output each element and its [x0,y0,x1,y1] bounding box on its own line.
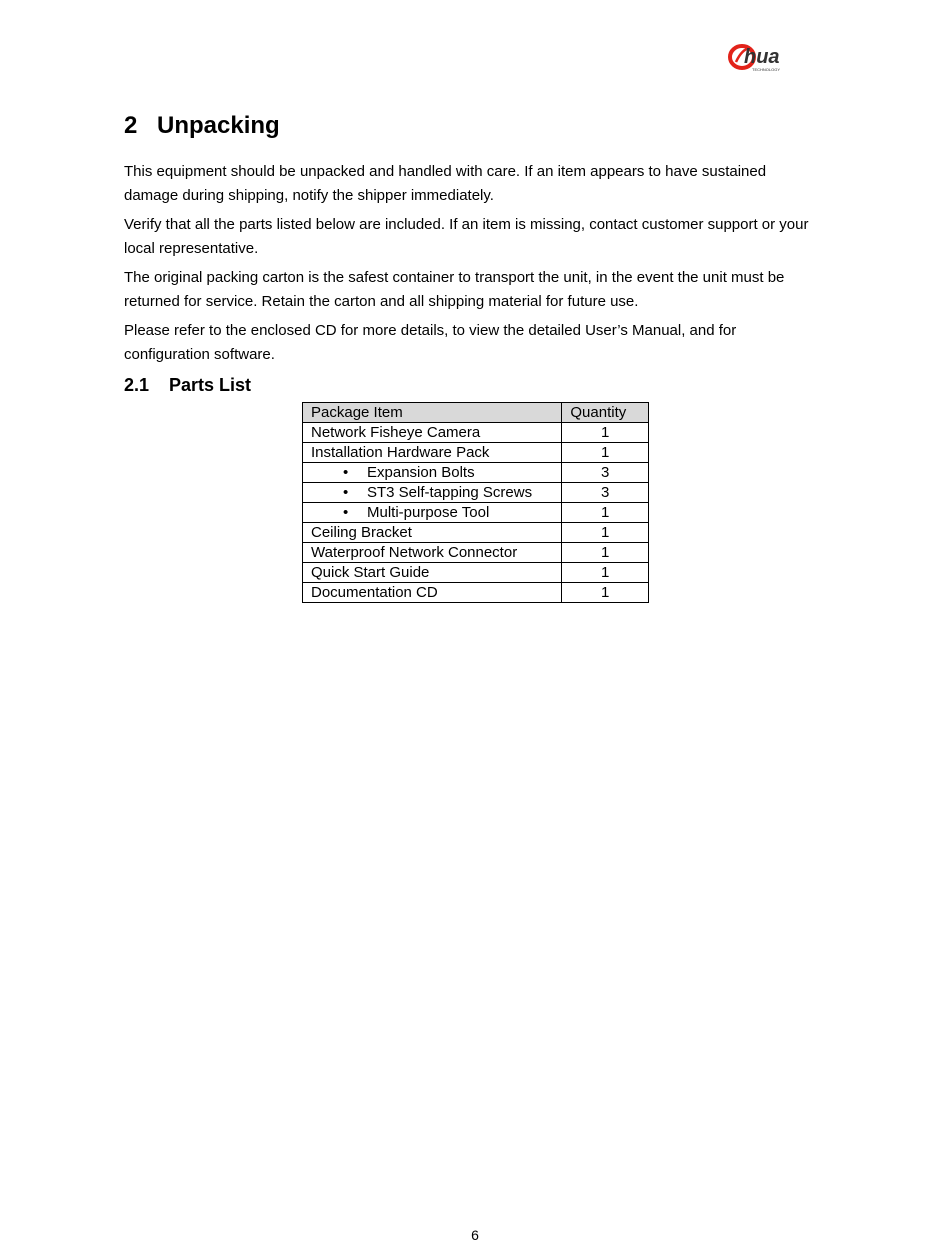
section-title-text: Parts List [169,375,252,395]
table-row [303,503,649,523]
item-label: ST3 Self-tapping Screws [367,484,533,501]
quantity-cell: 1 [562,583,649,603]
bullet-icon: • [343,464,349,481]
item-cell: Documentation CD [303,583,562,603]
section-title [124,373,251,397]
quantity-cell: 1 [562,543,649,563]
svg-text:hua: hua [744,46,780,68]
item-cell: Quick Start Guide [303,563,562,583]
svg-text:TECHNOLOGY: TECHNOLOGY [752,67,781,72]
item-cell: Network Fisheye Camera [303,423,562,443]
page-number: 6 [471,1227,479,1243]
paragraph-cd: Please refer to the enclosed CD for more details, to view the detailed User’s Manual, and for configuration software. [124,322,737,363]
item-cell [303,503,562,523]
section-number: 2.1 [124,375,150,395]
item-cell: Installation Hardware Pack [303,443,562,463]
table-row [303,583,649,603]
item-label: Multi-purpose Tool [367,504,490,521]
quantity-cell: 1 [562,503,649,523]
item-cell [303,483,562,503]
table-row [303,443,649,463]
quantity-cell: 3 [562,463,649,483]
bullet-icon: • [343,484,349,501]
table-row [303,423,649,443]
table-row [303,523,649,543]
paragraph-verify: Verify that all the parts listed below are included. If an item is missing, contact customer support or your local representative. [124,216,809,257]
dahua-logo-icon [728,40,820,74]
table-header-row [303,403,649,423]
item-cell: Ceiling Bracket [303,523,562,543]
table-row [303,543,649,563]
item-cell [303,463,562,483]
paragraph-carton: The original packing carton is the safest container to transport the unit, in the event the unit must be returned for service. Retain the carton and all shipping material for future use. [124,269,785,310]
item-label: Expansion Bolts [367,464,475,481]
bullet-icon: • [343,504,349,521]
chapter-number: 2 [124,112,138,139]
quantity-cell: 1 [562,423,649,443]
table-row [303,563,649,583]
body-text [124,160,824,372]
chapter-title-text: Unpacking [157,112,280,139]
header-quantity: Quantity [562,403,649,423]
quantity-cell: 1 [562,523,649,543]
table-row [303,463,649,483]
item-cell: Waterproof Network Connector [303,543,562,563]
parts-table [302,402,649,603]
header-package-item: Package Item [303,403,562,423]
quantity-cell: 3 [562,483,649,503]
chapter-title [124,110,280,142]
quantity-cell: 1 [562,443,649,463]
paragraph-care: This equipment should be unpacked and handled with care. If an item appears to have sustained damage during shipping, notify the shipper immediately. [124,163,767,204]
quantity-cell: 1 [562,563,649,583]
table-row [303,483,649,503]
